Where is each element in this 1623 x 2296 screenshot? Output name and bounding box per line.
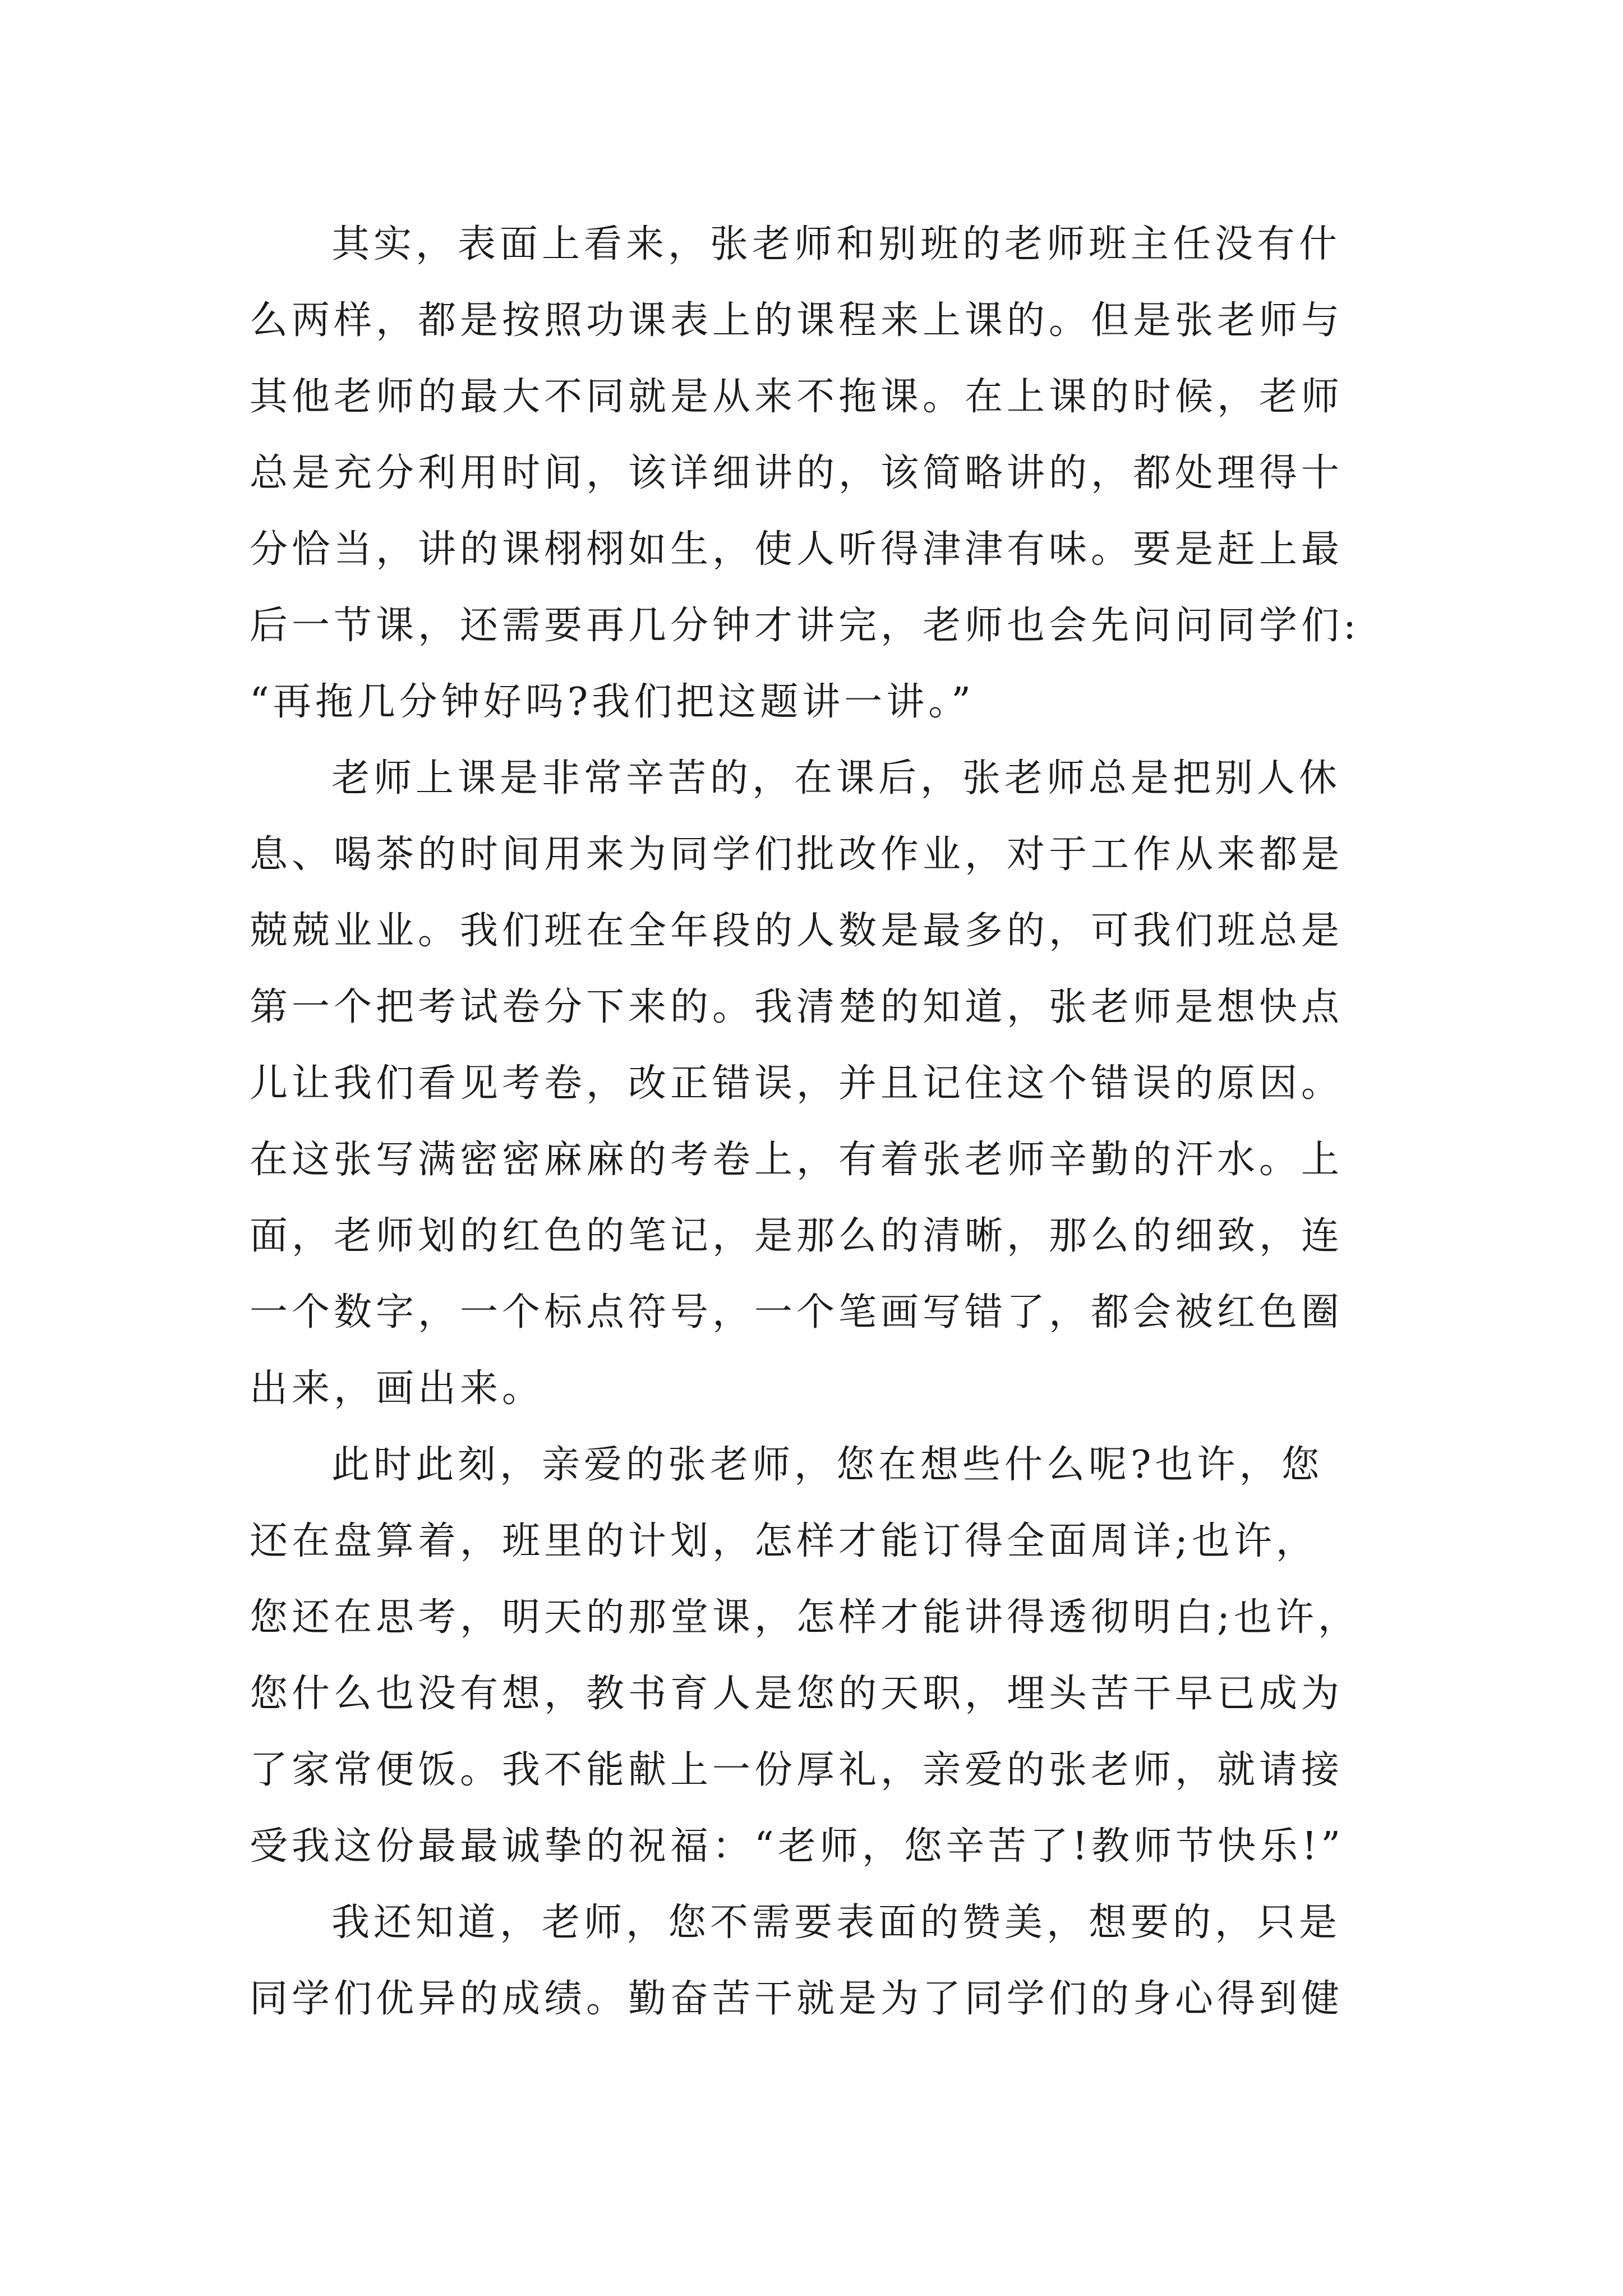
text-line: 一个数字，一个标点符号，一个笔画写错了，都会被红色圈 bbox=[250, 1290, 1344, 1335]
text-line: “再拖几分钟好吗?我们把这题讲一讲。” bbox=[250, 680, 975, 724]
text-line: 您还在思考，明天的那堂课，怎样才能讲得透彻明白;也许， bbox=[250, 1595, 1360, 1640]
paragraph-first-line: 我还知道，老师，您不需要表面的赞美，想要的，只是 bbox=[331, 1901, 1341, 1945]
text-line: 兢兢业业。我们班在全年段的人数是最多的，可我们班总是 bbox=[250, 909, 1344, 953]
text-line: 第一个把考试卷分下来的。我清楚的知道，张老师是想快点 bbox=[250, 985, 1344, 1029]
text-line: 您什么也没有想，教书育人是您的天职，埋头苦干早已成为 bbox=[250, 1672, 1344, 1716]
text-line: 同学们优异的成绩。勤奋苦干就是为了同学们的身心得到健 bbox=[250, 1977, 1344, 2021]
text-line: 其他老师的最大不同就是从来不拖课。在上课的时候，老师 bbox=[250, 375, 1344, 419]
essay-body bbox=[250, 206, 1405, 2037]
text-line: 面，老师划的红色的笔记，是那么的清晰，那么的细致，连 bbox=[250, 1214, 1344, 1258]
text-line: 么两样，都是按照功课表上的课程来上课的。但是张老师与 bbox=[250, 298, 1344, 343]
paragraph-first-line: 其实，表面上看来，张老师和别班的老师班主任没有什 bbox=[331, 222, 1341, 266]
text-line: 在这张写满密密麻麻的考卷上，有着张老师辛勤的汗水。上 bbox=[250, 1138, 1344, 1182]
text-line: 分恰当，讲的课栩栩如生，使人听得津津有味。要是赶上最 bbox=[250, 527, 1344, 572]
paragraph-first-line: 老师上课是非常辛苦的，在课后，张老师总是把别人休 bbox=[331, 756, 1341, 800]
paragraph-first-line: 此时此刻，亲爱的张老师，您在想些什么呢?也许，您 bbox=[331, 1443, 1324, 1487]
text-line: 还在盘算着，班里的计划，怎样才能订得全面周详;也许， bbox=[250, 1519, 1318, 1563]
text-line: 受我这份最最诚挚的祝福：“老师，您辛苦了!教师节快乐!” bbox=[250, 1824, 1345, 1869]
text-line: 息、喝茶的时间用来为同学们批改作业，对于工作从来都是 bbox=[250, 832, 1344, 877]
text-line: 出来，画出来。 bbox=[250, 1366, 545, 1411]
text-line: 总是充分利用时间，该详细讲的，该简略讲的，都处理得十 bbox=[250, 451, 1344, 495]
text-line: 后一节课，还需要再几分钟才讲完，老师也会先问问同学们: bbox=[250, 604, 1360, 648]
text-line: 儿让我们看见考卷，改正错误，并且记住这个错误的原因。 bbox=[250, 1061, 1344, 1106]
text-line: 了家常便饭。我不能献上一份厚礼，亲爱的张老师，就请接 bbox=[250, 1748, 1344, 1792]
